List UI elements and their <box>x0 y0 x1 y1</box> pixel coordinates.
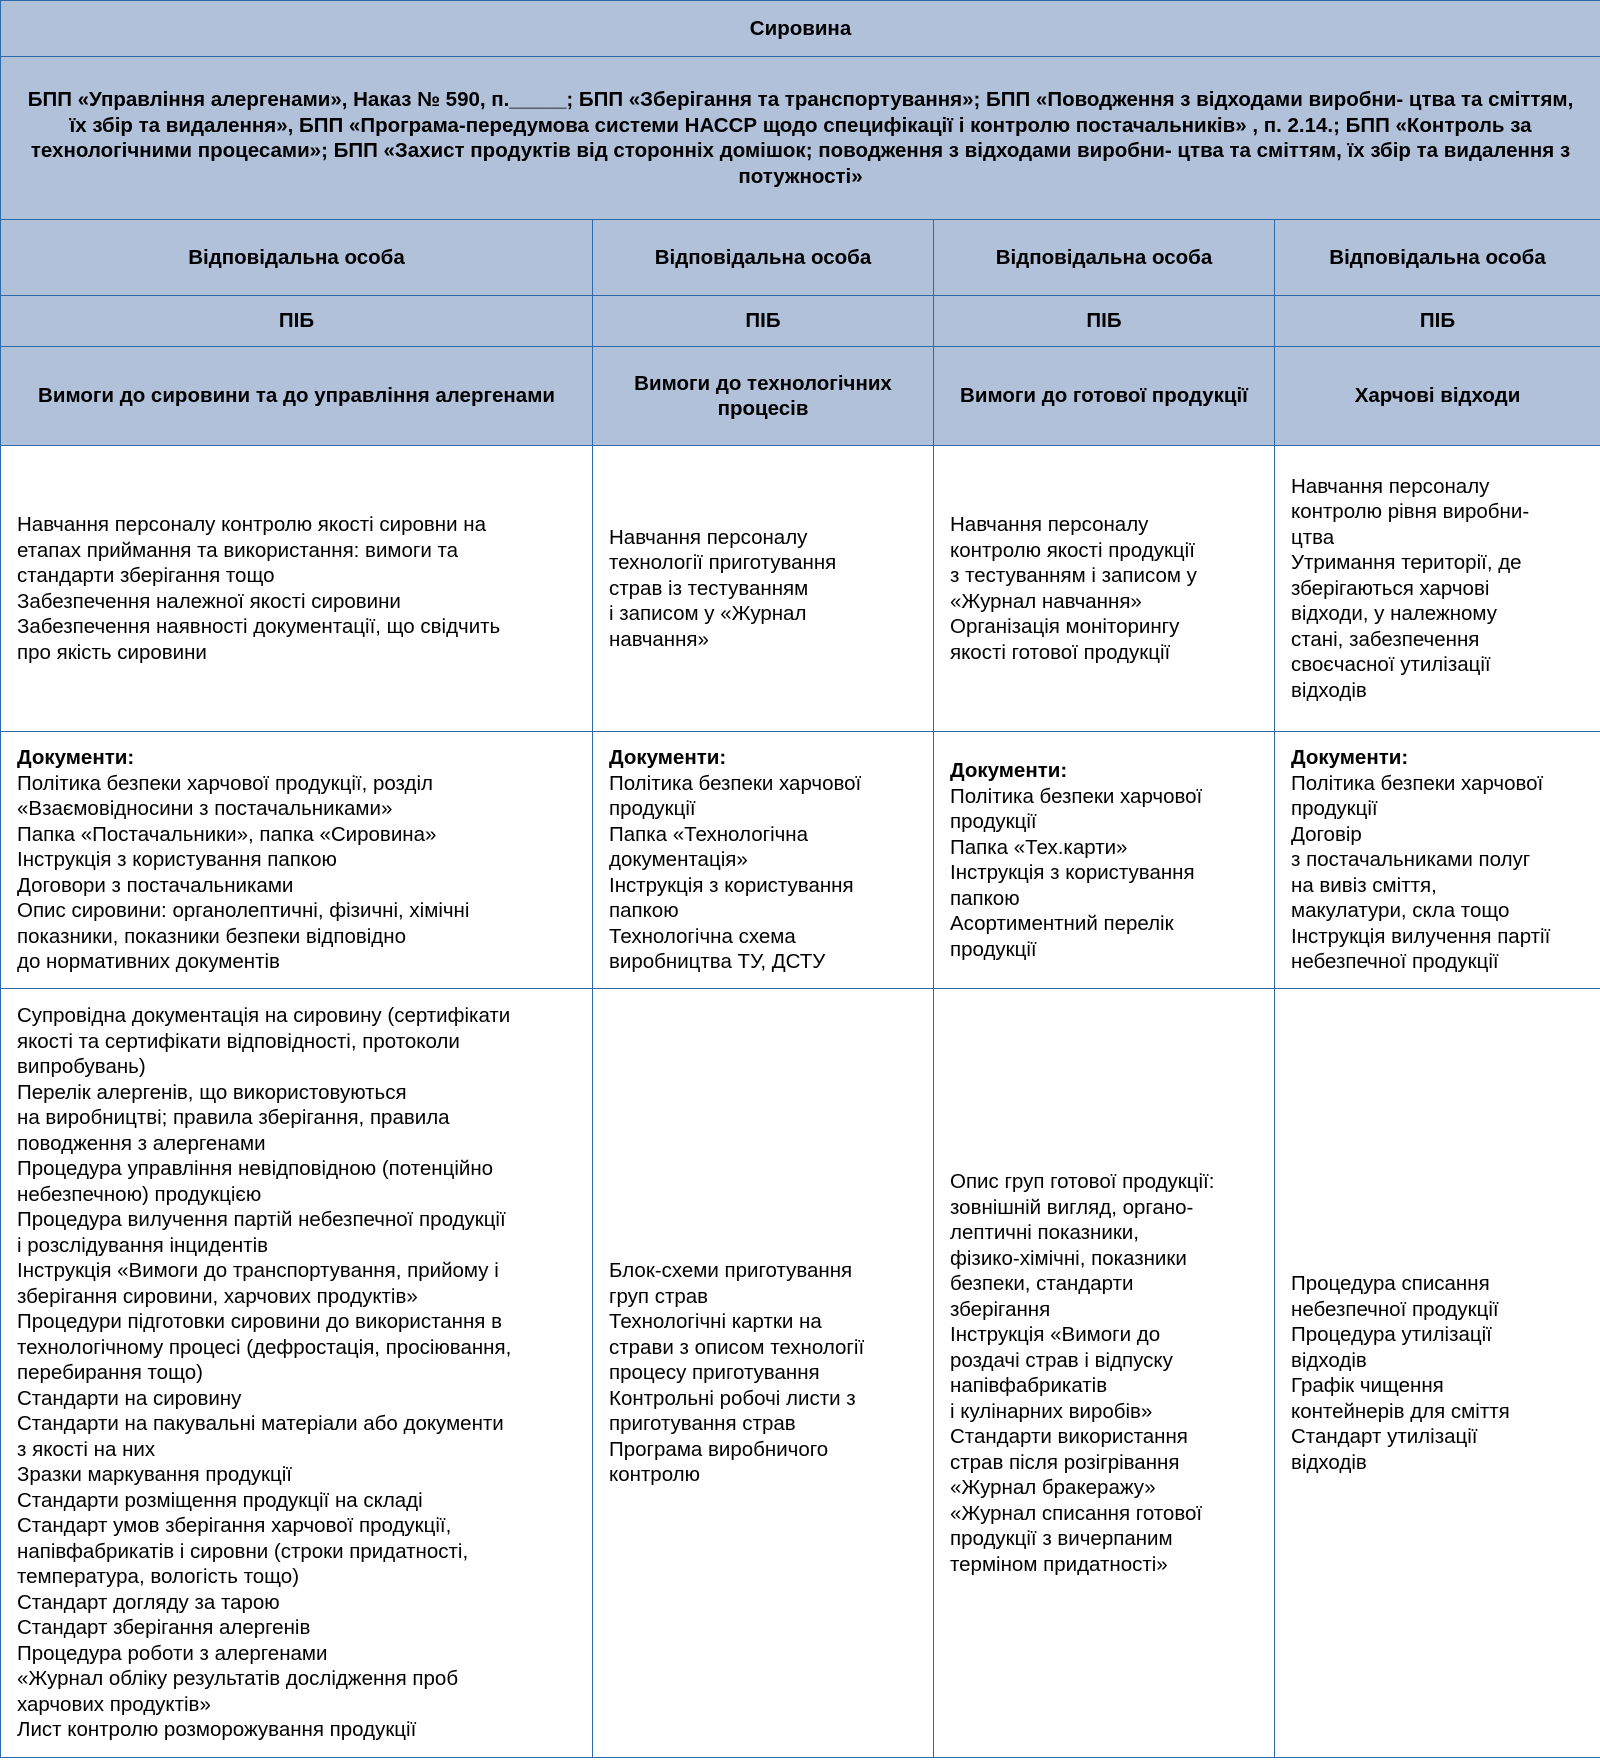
documents-row <box>1 732 1600 989</box>
text-line: приготування страв <box>609 1412 796 1436</box>
text-line: Лист контролю розморожування продукції <box>17 1718 417 1742</box>
requirements-header: Харчові відходи <box>1275 347 1600 446</box>
text-line: Утримання території, де <box>1291 551 1522 575</box>
text-line: папкою <box>609 899 679 923</box>
training-row <box>1 446 1600 732</box>
text-line: стандарти зберігання тощо <box>17 564 275 587</box>
text-line: Папка «Постачальники», папка «Сировина» <box>17 822 437 846</box>
text-line: напівфабрикатів <box>950 1374 1108 1397</box>
text-line: зберігання сировини, харчових продуктів» <box>17 1284 418 1308</box>
procedures-cell <box>1275 989 1600 1758</box>
text-line: безпеки, стандарти <box>950 1272 1134 1295</box>
training-cell <box>1 446 593 732</box>
text-line: контейнерів для сміття <box>1291 1399 1510 1423</box>
text-line: терміном придатності» <box>950 1552 1168 1576</box>
text-line: Процедура управління невідповідною (потенційно <box>17 1157 494 1181</box>
text-line: продукції <box>950 937 1037 961</box>
training-cell <box>1275 446 1600 732</box>
text-line: груп страв <box>609 1284 709 1308</box>
text-line: Інструкція з користування <box>609 873 854 897</box>
text-line: Договори з постачальниками <box>17 873 294 897</box>
text-line: етапах приймання та використання: вимоги та <box>17 538 459 562</box>
text-line: Опис сировини: органолептичні, фізичні, хімічні <box>17 899 470 923</box>
text-line: якості та сертифікати відповідності, протоколи <box>17 1029 460 1053</box>
text-line: Забезпечення належної якості сировини <box>17 589 401 613</box>
text-line: небезпечної продукції <box>1291 1297 1499 1321</box>
procedures-row <box>1 989 1600 1758</box>
pib-row <box>1 296 1600 347</box>
documents-list <box>950 784 1258 963</box>
text-line: страв після розігрівання <box>950 1450 1180 1474</box>
text-line: виробництва ТУ, ДСТУ <box>609 950 826 974</box>
documents-label: Документи: <box>1291 746 1409 770</box>
text-line: продукції з вичерпаним <box>950 1527 1173 1550</box>
responsible-header: Відповідальна особа <box>1275 220 1600 296</box>
text-line: Інструкція вилучення партії <box>1291 924 1551 948</box>
responsible-row <box>1 220 1600 296</box>
text-line: зовнішній вигляд, органо- <box>950 1195 1194 1219</box>
text-line: Процедури підготовки сировини до використання в <box>17 1310 502 1334</box>
text-line: Стандарти розміщення продукції на складі <box>17 1488 423 1512</box>
documents-label: Документи: <box>17 746 135 770</box>
text-line: Стандарт утилізації <box>1291 1425 1478 1448</box>
text-line: Процедура вилучення партій небезпечної продукції <box>17 1208 506 1232</box>
text-line: і розслідування інцидентів <box>17 1233 269 1257</box>
training-cell <box>593 446 934 732</box>
text-line: лептичні показники, <box>950 1221 1139 1244</box>
text-line: макулатури, скла тощо <box>1291 899 1510 923</box>
procedures-cell <box>593 989 934 1758</box>
text-line: на вивіз сміття, <box>1291 873 1437 897</box>
text-line: якості готової продукції <box>950 640 1171 664</box>
text-line: Супровідна документація на сировину (сертифікати <box>17 1004 511 1028</box>
pib-header: ПІБ <box>1 296 593 347</box>
documents-cell <box>1275 732 1600 989</box>
text-line: «Взаємовідносини з постачальниками» <box>17 797 393 821</box>
text-line: цтва <box>1291 525 1335 549</box>
text-line: навчання» <box>609 627 709 651</box>
text-line: Інструкція «Вимоги до <box>950 1323 1161 1346</box>
text-line: контролю рівня виробни- <box>1291 500 1530 524</box>
text-line: Папка «Технологічна <box>609 822 809 846</box>
text-line: страв із тестуванням <box>609 576 809 600</box>
procedures-cell <box>1 989 593 1758</box>
pib-header: ПІБ <box>593 296 934 347</box>
text-line: зберігаються харчові <box>1291 576 1490 600</box>
text-line: показники, показники безпеки відповідно <box>17 924 406 948</box>
procedures-cell <box>934 989 1275 1758</box>
documents-list <box>609 771 917 975</box>
text-line: Процедура роботи з алергенами <box>17 1641 328 1665</box>
text-line: з якості на них <box>17 1437 156 1461</box>
text-line: «Журнал обліку результатів дослідження проб <box>17 1667 459 1691</box>
text-line: роздачі страв і відпуску <box>950 1348 1173 1372</box>
requirements-header: Вимоги до сировини та до управління алергенами <box>1 347 593 446</box>
text-line: Контрольні робочі листи з <box>609 1386 856 1410</box>
text-line: продукції <box>950 810 1037 833</box>
text-line: температура, вологість тощо) <box>17 1565 300 1589</box>
text-line: «Журнал бракеражу» <box>950 1476 1156 1499</box>
regulations-subtitle: БПП «Управління алергенами», Наказ № 590, п._____; БПП «Зберігання та транспортування»; БПП «Поводження з відходами виробни- цтва та сміттям, їх збір та видалення», БПП «Програма-передумова системи НАССР щодо специфікації і контролю постачальників» , п. 2.14.; БПП «Контроль за технологічними процесами»; БПП «Захист продуктів від сторонніх домішок; поводження з відходами виробни- цтва та сміттям, їх збір та видалення з потужності» <box>1 57 1600 220</box>
text-line: перебирання тощо) <box>17 1361 203 1385</box>
text-line: Інструкція з користування папкою <box>17 848 337 872</box>
text-line: продукції <box>609 797 696 821</box>
text-line: Стандарти використання <box>950 1425 1188 1448</box>
text-line: страви з описом технології <box>609 1335 865 1359</box>
text-line: папкою <box>950 886 1020 910</box>
text-line: Стандарти на сировину <box>17 1386 242 1410</box>
text-line: Інструкція з користування <box>950 861 1195 884</box>
text-line: відходи, у належному <box>1291 602 1497 626</box>
text-line: Навчання персоналу <box>950 513 1149 536</box>
text-line: з постачальниками полуг <box>1291 848 1531 872</box>
responsible-header: Відповідальна особа <box>593 220 934 296</box>
requirements-row <box>1 347 1600 446</box>
text-line: технології приготування <box>609 551 837 575</box>
responsible-header: Відповідальна особа <box>1 220 593 296</box>
text-line: Зразки маркування продукції <box>17 1463 292 1487</box>
documents-list <box>17 771 576 975</box>
text-line: документація» <box>609 848 748 872</box>
documents-label: Документи: <box>950 759 1068 782</box>
text-line: і записом у «Журнал <box>609 602 807 626</box>
text-line: Інструкція «Вимоги до транспортування, прийому і <box>17 1259 499 1283</box>
text-line: фізико-хімічні, показники <box>950 1246 1187 1270</box>
text-line: «Журнал навчання» <box>950 589 1142 613</box>
text-line: Стандарти на пакувальні матеріали або документи <box>17 1412 504 1436</box>
text-line: до нормативних документів <box>17 950 280 974</box>
documents-cell <box>1 732 593 989</box>
text-line: відходів <box>1291 1348 1367 1372</box>
text-line: Блок-схеми приготування <box>609 1259 853 1283</box>
text-line: відходів <box>1291 1450 1367 1474</box>
text-line: небезпечною) продукцією <box>17 1182 262 1206</box>
text-line: «Журнал списання готової <box>950 1501 1203 1525</box>
text-line: Політика безпеки харчової <box>950 784 1203 808</box>
text-line: Технологічна схема <box>609 924 796 948</box>
text-line: Процедура утилізації <box>1291 1323 1492 1346</box>
text-line: Забезпечення наявності документації, що свідчить <box>17 615 501 638</box>
documents-list <box>1291 771 1584 975</box>
pib-header: ПІБ <box>1275 296 1600 347</box>
pib-header: ПІБ <box>934 296 1275 347</box>
text-line: Процедура списання <box>1291 1272 1490 1295</box>
documents-label: Документи: <box>609 746 727 770</box>
text-line: технологічному процесі (дефростація, просіювання, <box>17 1335 512 1359</box>
requirements-header: Вимоги до технологічних процесів <box>593 347 934 446</box>
requirements-header: Вимоги до готової продукції <box>934 347 1275 446</box>
text-line: напівфабрикатів і сировни (строки придатності, <box>17 1539 469 1563</box>
text-line: контролю якості продукції <box>950 538 1195 562</box>
text-line: Папка «Тех.карти» <box>950 835 1128 859</box>
text-line: на виробництві; правила зберігання, правила <box>17 1106 450 1130</box>
text-line: Стандарт умов зберігання харчової продукції, <box>17 1514 452 1538</box>
text-line: Політика безпеки харчової <box>609 771 862 795</box>
text-line: випробувань) <box>17 1055 146 1079</box>
text-line: Навчання персоналу <box>609 525 808 549</box>
text-line: стані, забезпечення <box>1291 627 1480 651</box>
text-line: Організація моніторингу <box>950 615 1180 638</box>
title-row <box>1 1 1600 57</box>
text-line: відходів <box>1291 678 1367 702</box>
documents-cell <box>934 732 1275 989</box>
text-line: Політика безпеки харчової <box>1291 771 1544 795</box>
documents-cell <box>593 732 934 989</box>
text-line: харчових продуктів» <box>17 1692 211 1716</box>
training-cell <box>934 446 1275 732</box>
text-line: Політика безпеки харчової продукції, розділ <box>17 771 433 795</box>
text-line: контролю <box>609 1463 700 1487</box>
text-line: процесу приготування <box>609 1361 820 1385</box>
text-line: небезпечної продукції <box>1291 950 1499 974</box>
text-line: Договір <box>1291 822 1362 846</box>
responsible-header: Відповідальна особа <box>934 220 1275 296</box>
text-line: продукції <box>1291 797 1378 821</box>
text-line: своєчасної утилізації <box>1291 653 1491 677</box>
table-title: Сировина <box>1 1 1600 57</box>
subtitle-row <box>1 57 1600 220</box>
text-line: Технологічні картки на <box>609 1310 822 1334</box>
text-line: Навчання персоналу контролю якості сировни на <box>17 513 486 536</box>
text-line: Перелік алергенів, що використовуються <box>17 1080 407 1104</box>
text-line: Стандарт зберігання алергенів <box>17 1616 311 1640</box>
text-line: зберігання <box>950 1297 1051 1321</box>
text-line: Стандарт догляду за тарою <box>17 1590 280 1614</box>
text-line: поводження з алергенами <box>17 1131 266 1155</box>
text-line: Асортиментний перелік <box>950 912 1174 935</box>
text-line: з тестуванням і записом у <box>950 564 1197 587</box>
text-line: Графік чищення <box>1291 1374 1444 1397</box>
text-line: Навчання персоналу <box>1291 474 1490 498</box>
text-line: і кулінарних виробів» <box>950 1399 1153 1423</box>
text-line: про якість сировини <box>17 640 207 664</box>
text-line: Програма виробничого <box>609 1437 829 1461</box>
text-line: Опис груп готової продукції: <box>950 1170 1215 1193</box>
